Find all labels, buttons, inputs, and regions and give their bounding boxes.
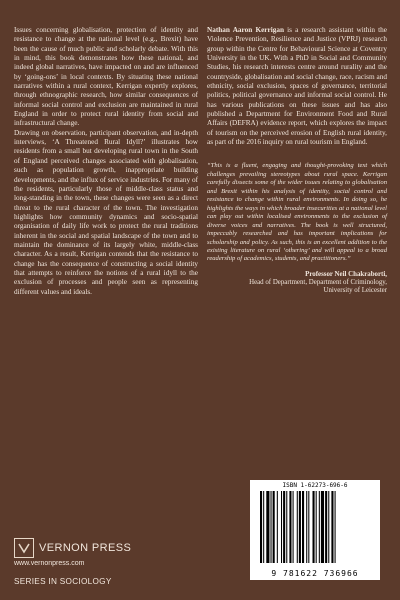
barcode-box	[250, 480, 380, 580]
publisher-block	[14, 538, 214, 586]
endorsement-attribution	[207, 271, 387, 296]
barcode-icon	[258, 491, 372, 563]
vernon-press-logo-icon	[14, 538, 34, 558]
endorser-role-line1: Head of Department, Department of Criminology,	[249, 279, 387, 287]
endorsement-quote: “This is a fluent, engaging and thought-provoking text which challenges prevailing stereotypes about rural space. Kerrigan carefully dissects some of the wider issues relating to globalisation and Brexit within his analysis of identity, social control and resistance to change within rural environments. In doing so, he highlights the ways in which broader insecurities at a national level can play out within localised environments to the exclusion of diverse voices and narratives. The book is well structured, impeccably researched and has important implications for scholarship and policy. As such, this is an excellent addition to the existing literature on rural ‘othering’ and will appeal to a broad readership of academics, students, and practitioners.”	[207, 162, 387, 263]
series-name: SERIES IN SOCIOLOGY	[14, 577, 112, 586]
publisher-name: VERNON PRESS	[39, 542, 132, 554]
barcode-digits: 9 781622 736966	[271, 569, 359, 578]
publisher-url: www.vernonpress.com	[14, 560, 85, 567]
author-bio	[207, 26, 387, 147]
author-bio-text: is a research assistant within the Violence Prevention, Resilience and Justice (VPRJ) research group within the Centre for Behavioural Science at Coventry University in the UK. With a PhD in Social and Community Studies, his research interests centre around rurality and the countryside, globalisation and social change, race, racism and ethnicity, social exclusion, spaces of governance, territorial politics, political governance and informal social control. He has various publications on these issues and has also published a Department for Environment Food and Rural Affairs (DEFRA) evidence report, which explores the impact of tourism on the perceived erosion of English rural identity, as part of the 2016 inquiry on rural tourism in England.	[207, 26, 387, 147]
description-paragraph: Issues concerning globalisation, protection of identity and resistance to change at the national level (e.g., Brexit) have been the cause of much public and scholarly debate. With this in mind, this book demonstrates how these national, and indeed global narratives, have impacted on and are influenced by ‘going-ons’ in local contexts. By situating these national narratives within a rural context, Kerrigan expertly explores, through ethnographic research, how similar consequences of informal social control and exclusion are maintained in rural England in order to protect rural identity from social and infrastructural change.	[14, 26, 198, 128]
isbn-label: ISBN 1-62273-696-6	[282, 482, 348, 489]
endorser-role-line2: University of Leicester	[323, 287, 387, 295]
author-and-endorsement	[207, 26, 387, 296]
book-description	[14, 26, 198, 297]
endorser-name: Professor Neil Chakraborti,	[305, 270, 387, 278]
publisher-logo	[14, 538, 214, 558]
description-paragraph: Drawing on observation, participant observation, and in-depth interviews, ‘A Threatened Rural Idyll?’ illustrates how residents from a small but developing rural town in the South of England perceived changes associated with globalisation, such as population growth, inappropriate building developments, and the influx of service industries. For many of the residents, particularly those of middle-class status and long-standing in the town, these changes were seen as a direct threat to the rural character of the town. The investigation highlights how community dynamics and socio-spatial organisation of daily life work to protect the rural traditions inherent in the social and spatial landscape of the town and to maintain the dominance of its largely white, middle-class character. As a result, Kerrigan contends that the resistance to change has the consequence of constructing a social identity that attempts to reinforce the notions of a rural idyll to the exclusion of processes and people seen as representing different values and ideals.	[14, 128, 198, 296]
author-name: Nathan Aaron Kerrigan	[207, 26, 285, 34]
